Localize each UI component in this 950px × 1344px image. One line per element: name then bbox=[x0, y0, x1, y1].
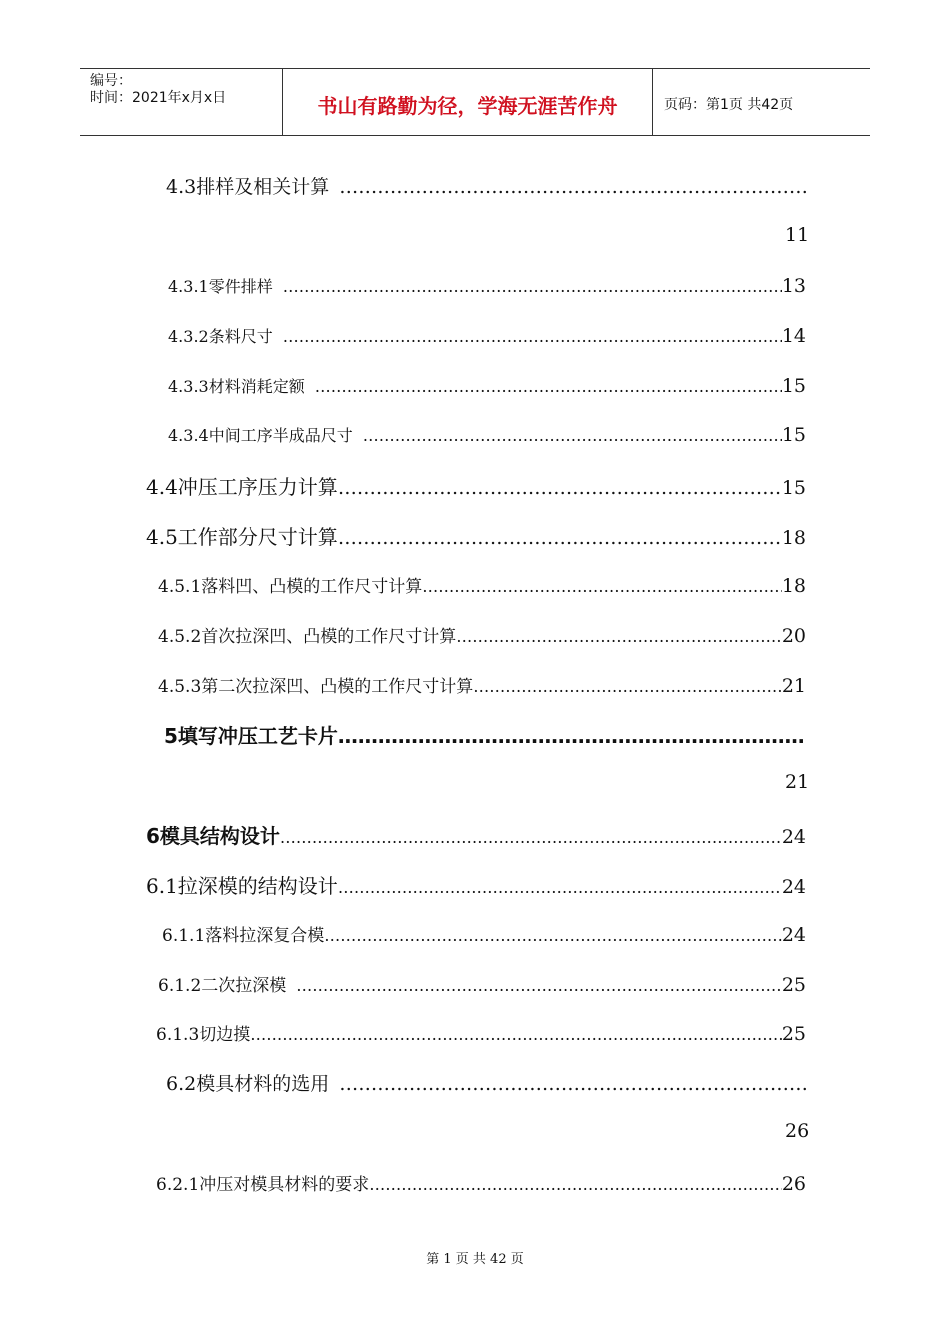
toc-entry-page: 25 bbox=[781, 974, 806, 996]
toc-entry[interactable] bbox=[146, 820, 806, 849]
toc-entry-label: 6模具结构设计 bbox=[146, 824, 280, 848]
toc-entry-label: 4.5.2首次拉深凹、凸模的工作尺寸计算 bbox=[158, 627, 457, 647]
toc-entry[interactable] bbox=[162, 921, 806, 946]
toc-leader-dots bbox=[456, 627, 782, 646]
toc-entry[interactable] bbox=[146, 471, 806, 500]
time-label: 时间：2021年x月x日 bbox=[90, 90, 227, 106]
toc-entry-label: 4.4冲压工序压力计算 bbox=[146, 475, 338, 499]
toc-leader-dots bbox=[283, 327, 782, 346]
toc-leader-dots bbox=[283, 277, 782, 296]
toc-entry-label: 6.1.2二次拉深模 bbox=[158, 976, 287, 996]
toc-leader-dots bbox=[324, 926, 782, 945]
toc-leader-dots bbox=[280, 828, 782, 847]
toc-entry[interactable] bbox=[146, 870, 806, 899]
toc-entry-label: 4.3.2条料尺寸 bbox=[168, 327, 273, 346]
page-footer: 第 1 页 共 42 页 bbox=[426, 1252, 524, 1267]
toc-leader-dots bbox=[422, 577, 782, 596]
toc-entry[interactable] bbox=[158, 622, 806, 647]
toc-leader-dots bbox=[338, 878, 782, 897]
toc-leader-dots bbox=[473, 677, 782, 696]
toc-entry-label: 4.3排样及相关计算 bbox=[166, 176, 330, 198]
toc-entry-page: 26 bbox=[785, 1120, 810, 1142]
toc-entry[interactable] bbox=[168, 274, 806, 297]
header-motto: 书山有路勤为径，学海无涯苦作舟 bbox=[283, 69, 653, 135]
toc-entry-label: 4.5.3第二次拉深凹、凸模的工作尺寸计算 bbox=[158, 677, 474, 697]
toc-entry[interactable] bbox=[146, 521, 806, 550]
toc-entry-page: 13 bbox=[781, 275, 806, 297]
toc-leader-dots bbox=[338, 724, 806, 748]
toc-entry-page: 14 bbox=[781, 325, 806, 347]
toc-entry-page: 25 bbox=[781, 1023, 806, 1045]
toc-entry-label: 4.3.1零件排样 bbox=[168, 277, 273, 296]
toc-entry-label: 6.1拉深模的结构设计 bbox=[146, 874, 338, 898]
toc-entry-label: 5填写冲压工艺卡片 bbox=[164, 724, 338, 748]
toc-entry[interactable] bbox=[156, 1170, 806, 1195]
toc-entry-page: 15 bbox=[781, 375, 806, 397]
number-label: 编号： bbox=[90, 73, 132, 89]
toc-entry-label: 6.2模具材料的选用 bbox=[166, 1073, 330, 1095]
toc-entry-page: 20 bbox=[781, 625, 806, 647]
toc-leader-dots bbox=[338, 527, 782, 549]
toc-leader-dots bbox=[369, 1175, 782, 1194]
toc-entry[interactable] bbox=[158, 672, 806, 697]
toc-entry-page: 18 bbox=[781, 575, 806, 597]
toc-entry[interactable] bbox=[164, 720, 806, 749]
toc-entry-label: 6.1.1落料拉深复合模 bbox=[162, 926, 325, 946]
toc-entry-page: 26 bbox=[781, 1173, 806, 1195]
toc-leader-dots bbox=[250, 1025, 782, 1044]
header-meta bbox=[80, 69, 283, 135]
toc-entry-label: 4.3.3材料消耗定额 bbox=[168, 377, 305, 396]
toc-entry[interactable] bbox=[168, 324, 806, 347]
toc-entry-page: 24 bbox=[781, 924, 806, 946]
toc-leader-dots bbox=[315, 377, 782, 396]
toc-entry[interactable] bbox=[158, 572, 806, 597]
toc-entry-page: 21 bbox=[781, 675, 806, 697]
toc-entry[interactable] bbox=[166, 1069, 806, 1096]
toc-entry-label: 6.1.3切边摸 bbox=[156, 1025, 251, 1045]
toc-entry[interactable] bbox=[158, 971, 806, 996]
toc-entry-page: 18 bbox=[781, 527, 806, 549]
toc-entry[interactable] bbox=[156, 1020, 806, 1045]
header-page-info: 页码：第1页 共42页 bbox=[664, 97, 794, 113]
toc-entry-page: 15 bbox=[781, 424, 806, 446]
toc-entry[interactable] bbox=[168, 374, 806, 397]
toc-entry-label: 4.3.4中间工序半成品尺寸 bbox=[168, 426, 353, 445]
toc-leader-dots bbox=[339, 1073, 806, 1095]
toc-leader-dots bbox=[296, 976, 782, 995]
toc-leader-dots bbox=[363, 426, 782, 445]
toc-entry[interactable] bbox=[168, 423, 806, 446]
toc-entry-page: 11 bbox=[785, 224, 810, 246]
toc-leader-dots bbox=[338, 477, 782, 499]
toc-entry-page: 24 bbox=[781, 826, 806, 848]
toc-entry[interactable] bbox=[166, 172, 806, 199]
toc-entry-label: 4.5工作部分尺寸计算 bbox=[146, 525, 338, 549]
toc-entry-page: 21 bbox=[785, 771, 810, 793]
toc-leader-dots bbox=[339, 176, 806, 198]
toc-entry-label: 4.5.1落料凹、凸模的工作尺寸计算 bbox=[158, 577, 423, 597]
toc-entry-page: 24 bbox=[781, 876, 806, 898]
toc-entry-label: 6.2.1冲压对模具材料的要求 bbox=[156, 1175, 370, 1195]
page-header bbox=[80, 68, 870, 136]
toc-entry-page: 15 bbox=[781, 477, 806, 499]
